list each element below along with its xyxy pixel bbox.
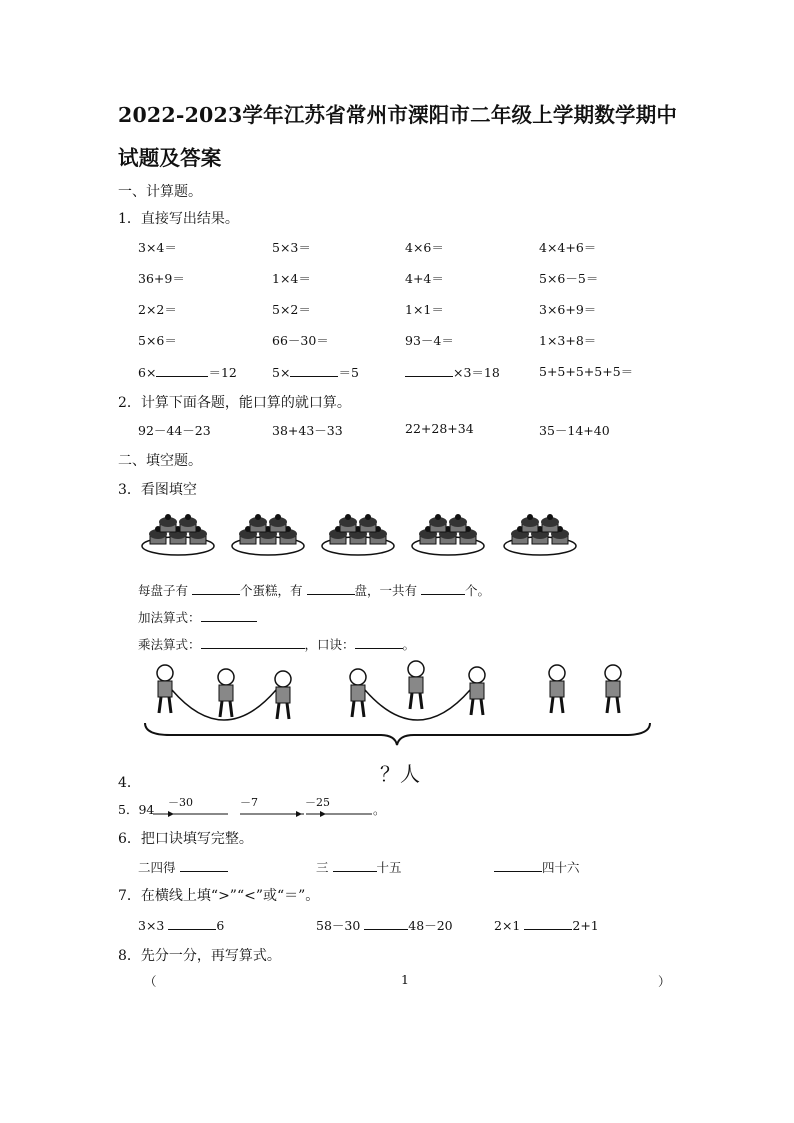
cake-plates-illustration (0, 508, 794, 568)
q1-cell: 1×1＝ (405, 302, 444, 317)
question-mark-people: ？人 (380, 762, 420, 786)
cake (339, 514, 357, 532)
section-heading-fill: 二、填空题。 (118, 453, 202, 469)
q3-text: 。 (402, 637, 416, 652)
footer-right-paren: ） (658, 974, 671, 989)
child-figure (469, 667, 485, 715)
q1-cell: 36+9＝ (138, 271, 185, 286)
cake-plate (322, 514, 394, 555)
q3-text: 乘法算式： (138, 637, 201, 652)
q7-text: 6 (216, 918, 225, 933)
q5-op: －7 (240, 796, 258, 809)
q5-arrow-chain (150, 805, 450, 825)
q3-line1 (138, 580, 490, 599)
q1-cell: 3×4＝ (138, 240, 177, 255)
q1-cell: 5+5+5+5+5＝ (539, 364, 634, 379)
q7-text: 48－20 (408, 918, 453, 933)
q1-cell: 5×3＝ (272, 240, 311, 255)
question-5 (118, 800, 154, 818)
question-7: 7．在横线上填“>”“<”或“＝”。 (118, 888, 320, 904)
answer-blank[interactable] (421, 580, 465, 595)
q6-item (316, 857, 402, 876)
q1-cell: 5×2＝ (272, 302, 311, 317)
jump-rope (365, 690, 470, 720)
q1-cell: 4+4＝ (405, 271, 444, 286)
cake (541, 514, 559, 532)
q2-item: 38+43－33 (272, 423, 343, 438)
q7-text: 2×1 (494, 918, 521, 933)
q2-item: 35－14+40 (539, 423, 610, 438)
q7-text: 2+1 (572, 918, 599, 933)
q1-blank-prefix: 6× (138, 365, 157, 380)
answer-blank[interactable] (180, 857, 228, 872)
child-figure (408, 661, 424, 709)
q5-op: －30 (168, 796, 193, 809)
cake (179, 514, 197, 532)
cake-plate (232, 514, 304, 555)
q3-text: 盘，一共有 (354, 583, 418, 598)
q6-text: 十五 (376, 860, 402, 875)
cake (249, 514, 267, 532)
q1-cell: 5×6－5＝ (539, 271, 599, 286)
cake-plate (412, 514, 484, 555)
answer-blank[interactable] (333, 857, 377, 872)
q6-text: 四十六 (542, 860, 580, 875)
page-number: 1 (401, 972, 409, 987)
section-heading-calc: 一、计算题。 (118, 184, 202, 200)
q1-cell: 66－30＝ (272, 333, 329, 348)
question-6: 6．把口诀填写完整。 (118, 831, 253, 847)
q5-start: 5．94 (118, 802, 155, 817)
question-3: 3．看图填空 (118, 482, 197, 498)
question-8: 8．先分一分，再写算式。 (118, 948, 281, 964)
cake (521, 514, 539, 532)
child-figure (157, 665, 173, 713)
q1-blank-suffix: ×3＝18 (453, 365, 500, 380)
q1-blank-prefix: 5× (272, 365, 291, 380)
question-1: 1．直接写出结果。 (118, 211, 239, 227)
answer-blank[interactable] (156, 362, 208, 377)
q3-line2 (138, 607, 257, 626)
cake-plate (504, 514, 576, 555)
cake (449, 514, 467, 532)
q3-text: 每盘子有 (138, 583, 189, 598)
answer-blank[interactable] (307, 580, 355, 595)
q1-cell: 5×6＝ (138, 333, 177, 348)
curly-brace (145, 723, 650, 745)
q5-op: －25 (305, 796, 330, 809)
q6-item (138, 857, 228, 876)
child-figure (350, 669, 366, 717)
answer-blank[interactable] (355, 634, 403, 649)
q1-blank-item (405, 362, 500, 381)
answer-blank[interactable] (524, 915, 572, 930)
cake (269, 514, 287, 532)
q7-text: 58－30 (316, 918, 361, 933)
q1-blank-suffix: ＝5 (338, 365, 359, 380)
answer-blank[interactable] (168, 915, 216, 930)
jump-rope-illustration (0, 655, 794, 745)
q1-cell: 4×4+6＝ (539, 240, 597, 255)
answer-blank[interactable] (405, 362, 453, 377)
page-title: 2022-2023学年江苏省常州市溧阳市二年级上学期数学期中 (118, 103, 678, 127)
cake (359, 514, 377, 532)
q6-text: 二四得 (138, 860, 176, 875)
q7-item (494, 915, 599, 933)
q1-blank-item (272, 362, 359, 381)
q7-text: 3×3 (138, 918, 165, 933)
answer-blank[interactable] (201, 607, 257, 622)
q7-item (316, 915, 453, 934)
question-2: 2．计算下面各题，能口算的就口算。 (118, 395, 351, 411)
q1-cell: 1×3+8＝ (539, 333, 597, 348)
cake (429, 514, 447, 532)
q1-cell: 4×6＝ (405, 240, 444, 255)
child-figure (275, 671, 291, 719)
footer-left-paren: （ (144, 974, 157, 989)
q6-item (494, 857, 580, 876)
page-title-line2: 试题及答案 (118, 146, 222, 170)
q3-text: 个蛋糕，有 (240, 583, 303, 598)
q6-text: 三 (316, 860, 329, 875)
q1-cell: 2×2＝ (138, 302, 177, 317)
q1-cell: 3×6+9＝ (539, 302, 597, 317)
question-4: 4． (118, 775, 141, 791)
q5-end: 。 (373, 802, 386, 817)
q3-text: 个。 (465, 583, 491, 598)
q3-text: 加法算式： (138, 610, 201, 625)
child-figure (549, 665, 565, 713)
q1-blank-suffix: ＝12 (208, 365, 237, 380)
answer-blank[interactable] (192, 580, 240, 595)
child-figure (218, 669, 234, 717)
answer-blank[interactable] (494, 857, 542, 872)
cake (159, 514, 177, 532)
q1-blank-item (138, 362, 237, 381)
q1-cell: 93－4＝ (405, 333, 454, 348)
q3-line3 (138, 634, 415, 653)
answer-blank[interactable] (364, 915, 408, 930)
q3-text: ，口诀： (304, 637, 355, 652)
answer-blank[interactable] (290, 362, 338, 377)
cake-plate (142, 514, 214, 555)
q2-item: 22+28+34 (405, 421, 474, 436)
answer-blank[interactable] (201, 634, 305, 649)
child-figure (605, 665, 621, 713)
q7-item (138, 915, 224, 933)
q1-cell: 1×4＝ (272, 271, 311, 286)
q2-item: 92－44－23 (138, 423, 211, 438)
